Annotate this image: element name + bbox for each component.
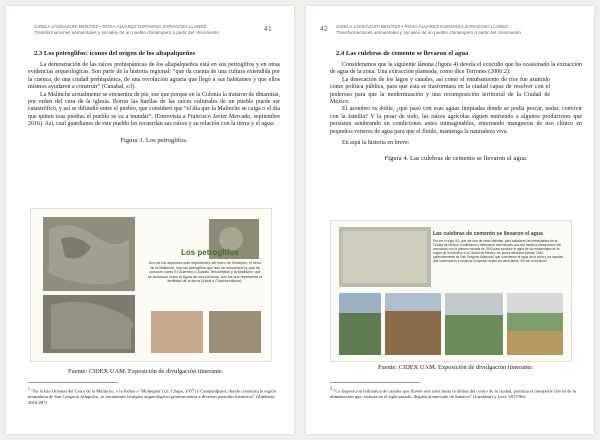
running-header bbox=[336, 24, 521, 36]
left-page bbox=[6, 6, 294, 434]
figure-caption: Figura 3. Los petroglifos. bbox=[120, 136, 188, 144]
figure-caption: Figura 4. Las culebras de cemento se llevaron el agua. bbox=[384, 155, 528, 163]
body-text bbox=[28, 62, 280, 144]
drawing-photo bbox=[151, 311, 203, 353]
section-title: 2.4 Las culebras de cemento se llevaron el agua bbox=[336, 50, 469, 57]
page-number: 42 bbox=[320, 26, 328, 33]
panel-title: Las culebras de cemento se llevaron el agua bbox=[433, 231, 543, 237]
paragraph: La demostración de las raíces prehispánicas de los altapalqueños está en sus petroglifos y en otras evidencias arqueológicas. Son parte de la historia regional: “que da cuenta de una cultura extendida por la cuenca, de una ciudad prehispánica, de una revolución agraria que llegó a sus habitantes y que ellos mismos ayudaron a construir” (Canabal, s/f). bbox=[28, 62, 280, 91]
paragraph: La Malinche actualmente se encuentra de pie, ese que porque en la Colonia la trataron de dinamitar, por orden del cura de la iglesia. Borrar las huellas de las raíces culturales de un pueblo puede ser catastrófico, y así se difundió entre el pueblo, que consideró que “el día que la Malinche se caiga o el día que quiten esas piedras el pueblo se va a inundar”. (Entrevista a Francisco Javier Mercado, septiembre 2016). Así, cual guardianes de este pueblo les recuerdan sus raíces y su relación con la tierra y el agua: bbox=[28, 91, 280, 128]
footnote-text: “En la Isla Oriental del Cerro de la Malinche, o la Palma o ‘Montepan’ (cfr. Chapa, 1957) o Campanlpuert, donde comienza la región montañosa de San Gregorio Atlapulco, se encuentran vestigios arqueológicos pertenecientes a diversos períodos históricos” (Zimbrón, 2010:287) bbox=[28, 388, 276, 405]
page-number: 41 bbox=[264, 26, 272, 33]
figure-source: Fuente: CIDEX UAM. Exposición de divulgación itinerante. bbox=[378, 364, 534, 371]
stone-photo-right bbox=[209, 311, 261, 353]
footnote-text: “La disposición hidráulica de canales que fluven este zona hasta la última del centro de la ciudad, permitía el transporte fluvial de la alimentación que, todavía en el siglo pasado, llegaba al mercado de Jamaica” (Landázuri y Levi, 2013:96). bbox=[330, 388, 576, 400]
footnote bbox=[330, 386, 582, 400]
panel-title: Los petroglifos bbox=[181, 248, 239, 257]
figure-water bbox=[330, 220, 572, 362]
block-quote: La desecación de los lagos y canales, así como el entubamiento de ríos fue asumido como política pública, para que esta se trasformara en la ciudad capaz de resolver con el poderoso para que la modernización y una recomposición territorial de la Ciudad de México. bbox=[330, 76, 550, 106]
right-page bbox=[306, 6, 594, 434]
paragraph: En aquí la historia en breve: bbox=[342, 140, 410, 147]
running-header bbox=[34, 24, 219, 36]
figure-petroglyphs bbox=[30, 208, 272, 362]
petroglyphs-panel bbox=[31, 209, 271, 361]
section-title: 2.3 Los petroglifos: íconos del origen de los altapalqueños bbox=[34, 50, 196, 57]
footnote-marker: 1 bbox=[28, 386, 30, 391]
panel-text: Uno de los aspectos más importantes del cerro de Xilotepec, el cerro de la Malinche, son los petroglifos que aún se encuentran y que se conocen como El Guerrero o Juanito Tenochtitlan y la Malinche, que se reconoce como la figura de una persona, son los que representa la fertilidad de la tierra (Xolotl y Chalchiuhtlicue). bbox=[147, 261, 263, 284]
body-text bbox=[330, 62, 582, 163]
header-authors: GISELA LANDÁZURI BENÍTEZ ▪ ROSA ÁLVAREZ ESPINOSA ZARAGOZA LLANEZ bbox=[34, 24, 207, 29]
header-subtitle: Transformaciones ambientales y sociales de un pueblo chinampero a partir del crecimiento bbox=[34, 30, 219, 35]
footnote bbox=[28, 386, 280, 405]
footnote-marker: 3 bbox=[330, 386, 332, 391]
paragraph: Consideramos que la siguiente lámina (figura 4) devela el ecocidio que ha ocasionado la extracción de agua de la zona. Una extracción planeada, como dice Terrones (2006:2): bbox=[330, 62, 582, 76]
header-subtitle: Transformaciones ambientales y sociales de un pueblo chinampero a partir del crecimiento bbox=[336, 30, 521, 35]
footnote-rule bbox=[330, 382, 420, 383]
figure-source: Fuente: CIDEX UAM. Exposición de divulgación itinerante. bbox=[68, 368, 224, 375]
header-authors: GISELA LANDÁZURI BENÍTEZ ▪ ROSA ÁLVAREZ ESPINOSA ZARAGOZA LLANEZ bbox=[336, 24, 509, 29]
footnote-rule bbox=[28, 382, 118, 383]
paragraph: El asombro es doble, ¿qué pasó con esas aguas limpiadas donde se podía pescar, nadar, convivir con la familia? Y la pesar de todo, las raíces agrícolas siguen nutriendo a algunos productores que persisten sembrando en condiciones antes inimaginables, enterrando mangueras de uso clínico en pequeños veneros de agua para que el fluido, mantenga la naturaleza viva. bbox=[330, 106, 582, 135]
panel-text: Por ser el siglo XX, que ser una de otras historias, para satisfacer las necesidades de la Ciudad de México, modificaron y desecaron extensiones una vez hasta la construcción del acueducto con la primera década de 1900 para conducir el agua de los manantiales de la región de Xochimilco a la Ciudad de México; los pozos afectaron (desde 1940, particularmente de San Gregorio Atlapulco) que sucedieron el agua de la zona y los canales que comenzaron a empezar a inyectar desde los otros lados. Ver así la tradición. bbox=[433, 239, 564, 263]
water-panel bbox=[331, 221, 571, 361]
